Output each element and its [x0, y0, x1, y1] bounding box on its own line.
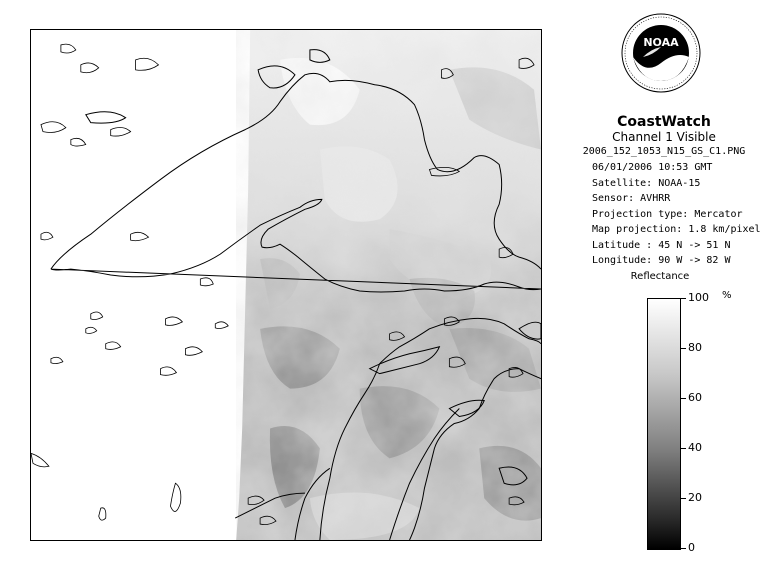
- scale-tick: [681, 498, 686, 499]
- satellite-image-map: [30, 29, 542, 541]
- scale-tick: [681, 398, 686, 399]
- sensor: Sensor: AVHRR: [592, 193, 671, 204]
- longitude: Longitude: 90 W -> 82 W: [592, 255, 731, 266]
- scale-label-20: 20: [688, 491, 702, 504]
- metadata-list: [592, 160, 761, 269]
- scale-unit: %: [722, 290, 732, 301]
- scale-label-80: 80: [688, 341, 702, 354]
- scale-label-40: 40: [688, 441, 702, 454]
- scale-tick: [681, 548, 686, 549]
- scale-label-60: 60: [688, 391, 702, 404]
- scale-label-0: 0: [688, 541, 695, 554]
- scale-title: Reflectance: [630, 271, 690, 282]
- projection: Projection type: Mercator: [592, 208, 743, 220]
- datetime: 06/01/2006 10:53 GMT: [592, 162, 713, 173]
- product-title: CoastWatch: [617, 114, 711, 130]
- channel-label: Channel 1 Visible: [612, 130, 716, 144]
- satellite: Satellite: NOAA-15: [592, 177, 701, 189]
- scale-label-100: 100: [688, 291, 709, 304]
- resolution: Map projection: 1.8 km/pixel: [592, 224, 761, 235]
- cloud-imagery: [236, 30, 541, 540]
- scale-tick: [681, 298, 686, 299]
- map-svg: [31, 30, 541, 540]
- scale-tick: [681, 448, 686, 449]
- latitude: Latitude : 45 N -> 51 N: [592, 239, 731, 251]
- reflectance-color-bar: [647, 298, 681, 550]
- noaa-logo-icon: [621, 13, 701, 93]
- filename: 2006_152_1053_N15_GS_C1.PNG: [582, 146, 746, 157]
- noaa-logo-text: NOAA: [643, 36, 679, 49]
- scale-tick: [681, 348, 686, 349]
